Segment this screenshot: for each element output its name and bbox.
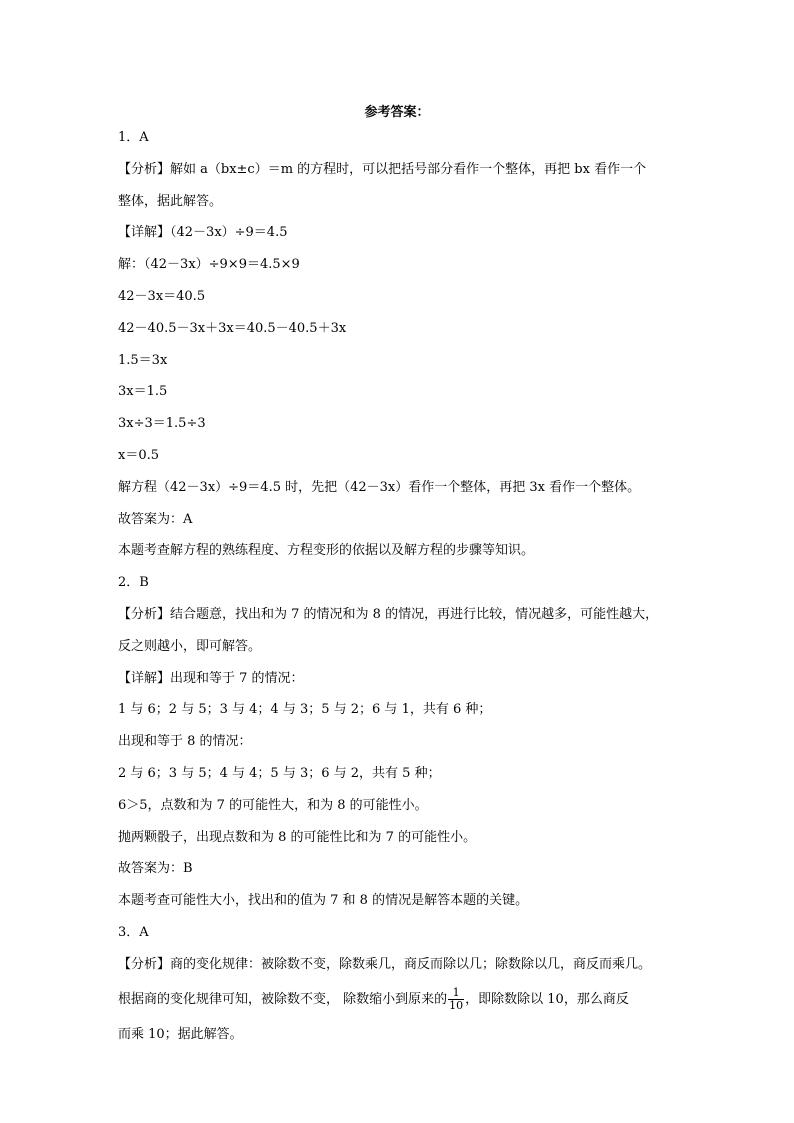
q2-step-2: 出现和等于 8 的情况： <box>118 734 252 750</box>
q3-analysis-line-1: 【分析】商的变化规律：被除数不变，除数乘几，商反而除以几；除数除以几，商反而乘几。 <box>118 956 652 972</box>
q3-analysis-line-2-pre: 根据商的变化规律可知，被除数不变， 除数缩小到原来的 <box>118 991 448 1007</box>
q1-step-7: x＝0.5 <box>118 447 160 463</box>
q3-heading: 3．A <box>118 924 149 940</box>
q1-answer: 故答案为：A <box>118 511 193 527</box>
q2-step-5: 抛两颗骰子，出现点数和为 8 的可能性比和为 7 的可能性小。 <box>118 829 477 845</box>
q3-analysis-line-3: 而乘 10；据此解答。 <box>118 1026 243 1042</box>
q2-step-3: 2 与 6；3 与 5；4 与 4；5 与 3；6 与 2，共有 5 种； <box>118 765 441 781</box>
q1-note: 本题考查解方程的熟练程度、方程变形的依据以及解方程的步骤等知识。 <box>118 543 535 559</box>
q1-step-6: 3x÷3＝1.5÷3 <box>118 416 206 432</box>
q1-step-5: 3x＝1.5 <box>118 384 168 400</box>
q2-step-4: 6＞5，点数和为 7 的可能性大，和为 8 的可能性小。 <box>118 797 428 813</box>
q3-analysis-line-2-post: ，即除数除以 10，那么商反 <box>465 991 629 1007</box>
q1-analysis-line-1: 【分析】解如 a（bx±c）＝m 的方程时，可以把括号部分看作一个整体，再把 bx 看作一个 <box>118 161 647 177</box>
q2-step-1: 1 与 6；2 与 5；3 与 4；4 与 3；5 与 2；6 与 1，共有 6 种； <box>118 702 492 718</box>
q1-step-3: 42－40.5－3x＋3x＝40.5－40.5＋3x <box>118 320 347 336</box>
q2-note: 本题考查可能性大小，找出和的值为 7 和 8 的情况是解答本题的关键。 <box>118 893 529 909</box>
q1-heading: 1．A <box>118 130 149 145</box>
q1-step-2: 42－3x＝40.5 <box>118 288 206 304</box>
q2-heading: 2．B <box>118 575 149 591</box>
q1-step-8: 解方程（42－3x）÷9＝4.5 时，先把（42－3x）看作一个整体，再把 3x 看作一个整体。 <box>118 479 641 495</box>
q2-analysis-line-2: 反之则越小，即可解答。 <box>118 638 262 654</box>
fraction-numerator: 1 <box>448 987 464 1000</box>
q2-detail: 【详解】出现和等于 7 的情况： <box>118 670 304 686</box>
q1-step-1: 解：（42－3x）÷9×9＝4.5×9 <box>118 257 300 273</box>
q1-analysis-line-2: 整体，据此解答。 <box>118 193 223 209</box>
fraction-one-tenth <box>448 987 464 1012</box>
answer-content <box>118 122 683 1050</box>
q2-answer: 故答案为：B <box>118 861 193 877</box>
fraction-denominator: 10 <box>449 998 464 1012</box>
q1-detail: 【详解】（42－3x）÷9＝4.5 <box>118 225 288 241</box>
q1-step-4: 1.5＝3x <box>118 352 168 368</box>
page-title: 参考答案： <box>364 105 430 120</box>
q2-analysis-line-1: 【分析】结合题意，找出和为 7 的情况和为 8 的情况，再进行比较，情况越多，可能性越大， <box>118 606 659 622</box>
q3-analysis-line-2 <box>118 981 683 1019</box>
